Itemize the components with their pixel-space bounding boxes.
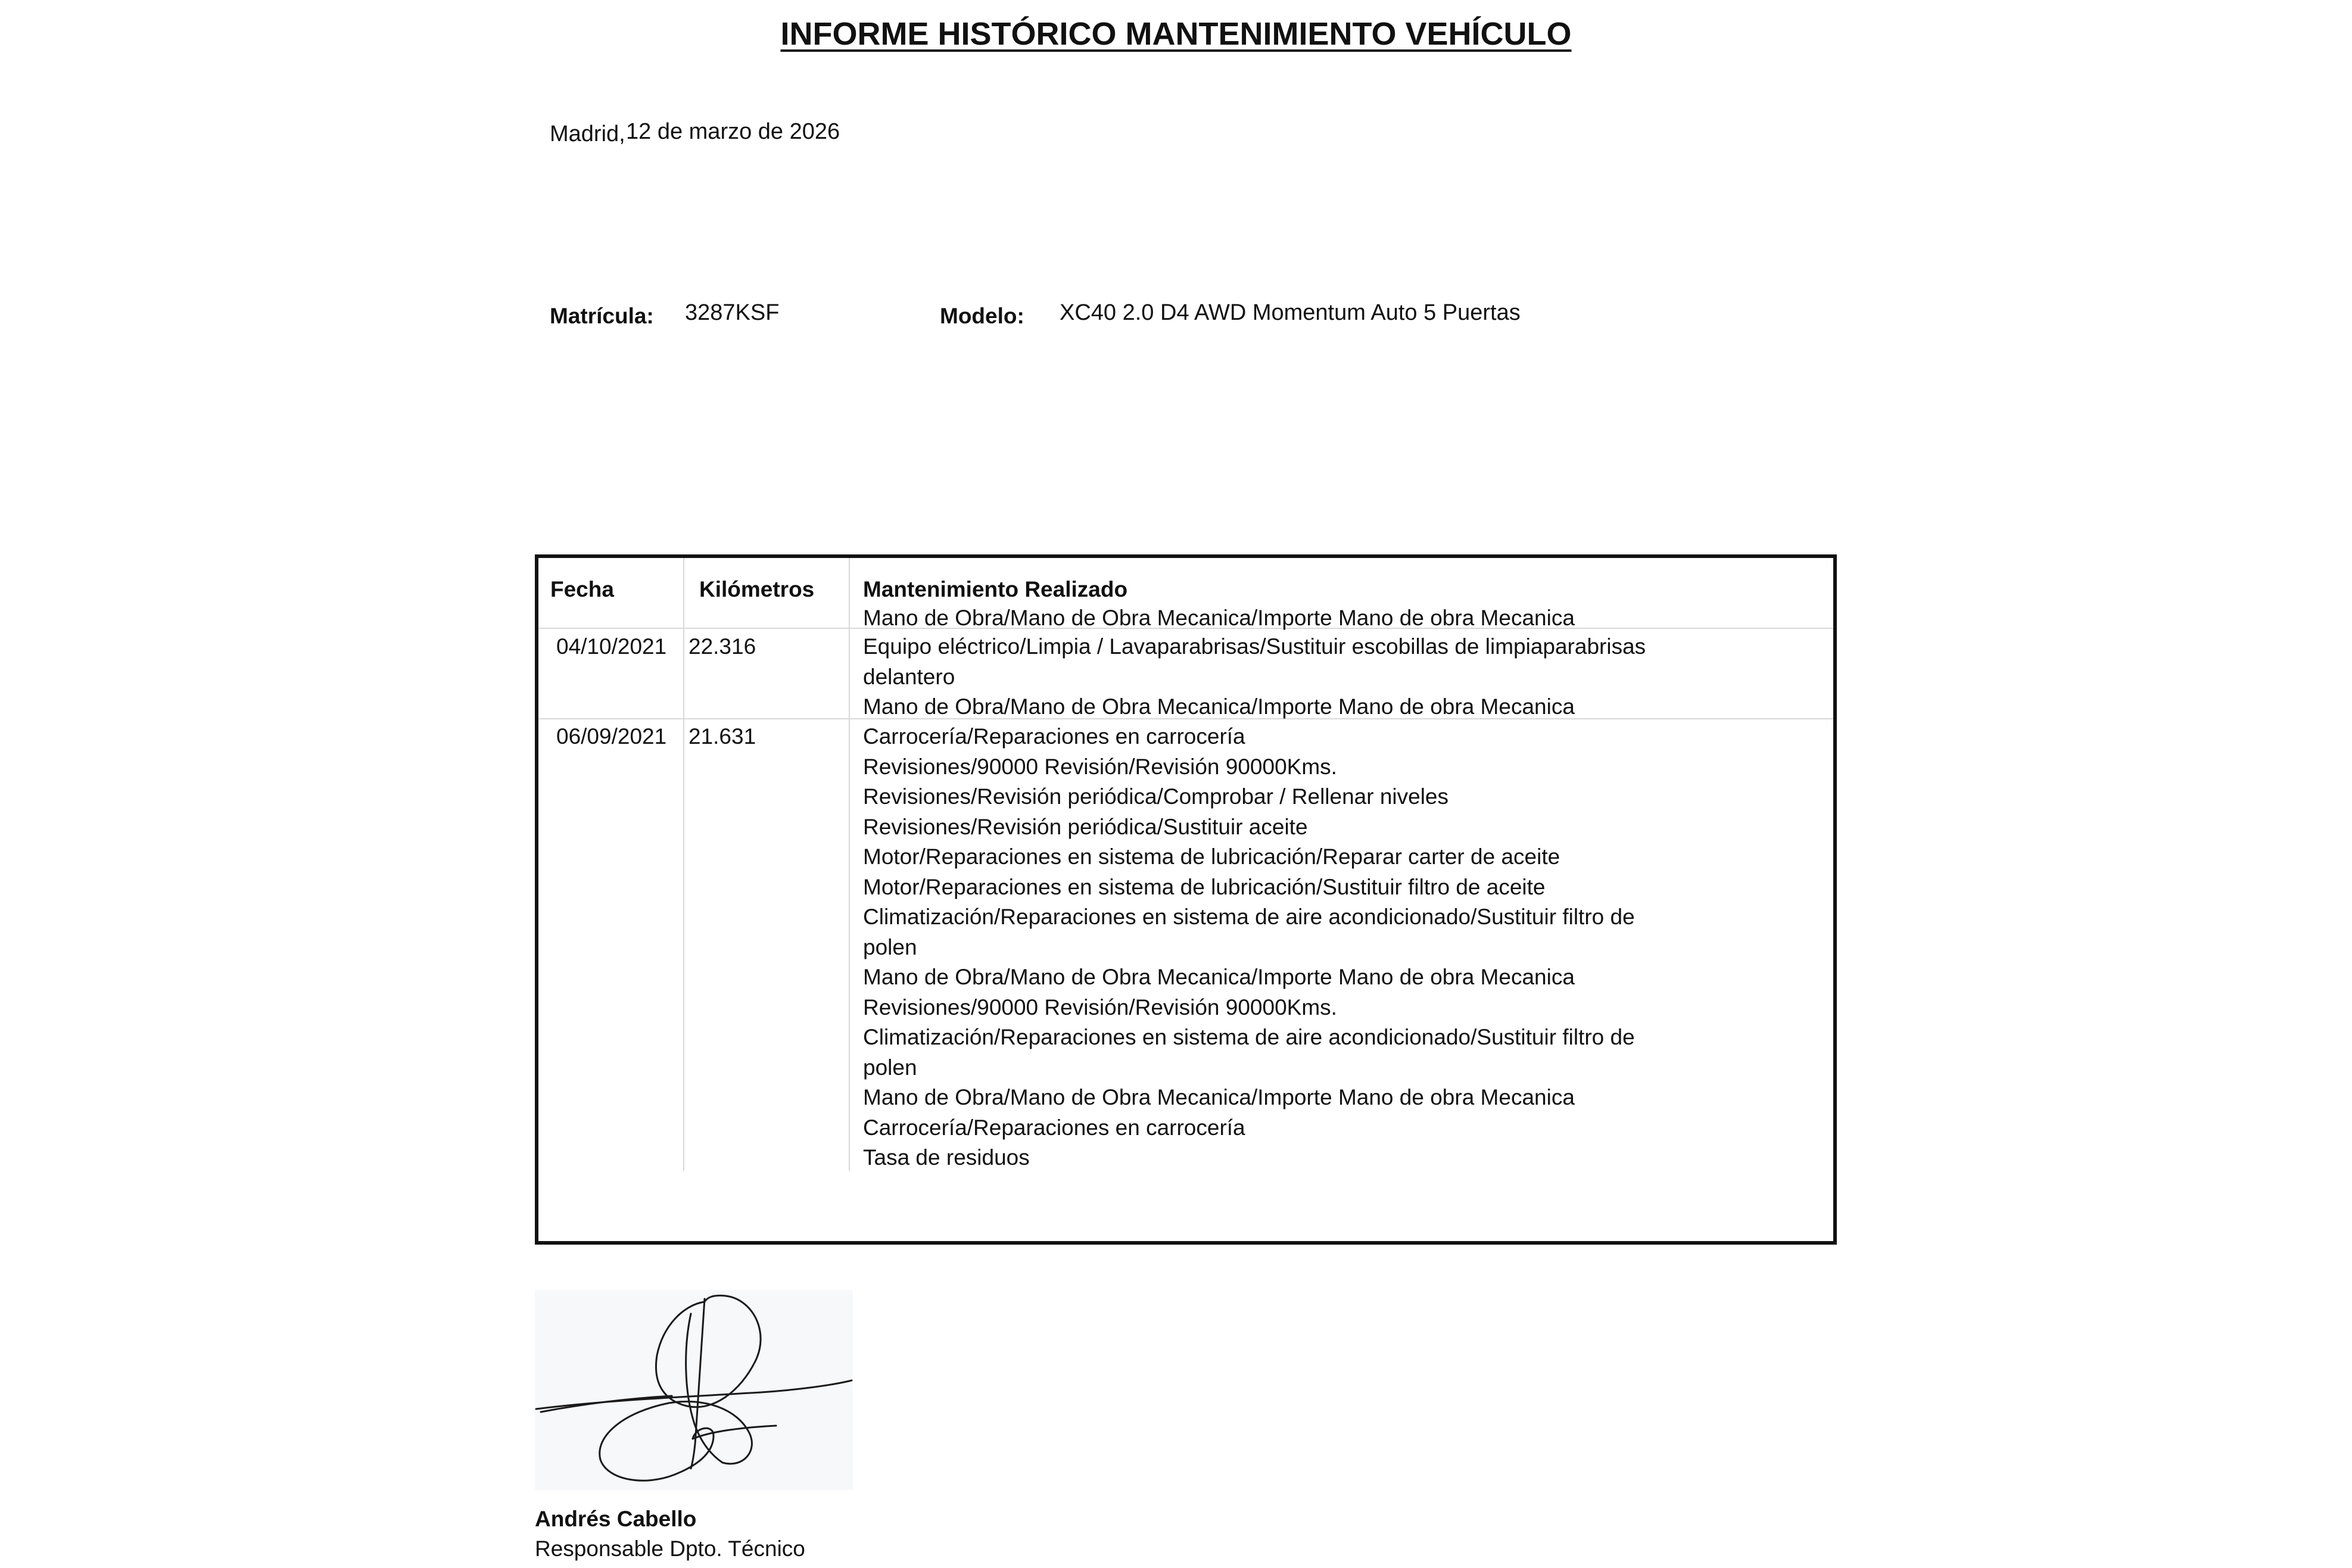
date-text: 12 de marzo de 2026 — [626, 119, 840, 144]
list-item: Equipo eléctrico/Limpia / Lavaparabrisas/Sustituir escobillas de limpiaparabrisas — [863, 634, 1646, 659]
signature-image — [535, 1290, 853, 1490]
column-divider — [683, 558, 684, 1171]
list-item: Climatización/Reparaciones en sistema de aire acondicionado/Sustituir filtro de — [863, 905, 1635, 929]
list-item: polen — [863, 1055, 917, 1080]
list-item: Carrocería/Reparaciones en carrocería — [863, 1115, 1245, 1140]
row-1-date: 04/10/2021 — [556, 634, 667, 659]
list-item: Mano de Obra/Mano de Obra Mecanica/Importe Mano de obra Mecanica — [863, 694, 1575, 719]
list-item: Carrocería/Reparaciones en carrocería — [863, 724, 1245, 749]
list-item: Revisiones/Revisión periódica/Sustituir aceite — [863, 814, 1308, 839]
signer-name: Andrés Cabello — [535, 1507, 697, 1531]
signature-drawing — [535, 1290, 853, 1490]
plate-label: Matrícula: — [550, 304, 654, 328]
list-item: polen — [863, 934, 917, 959]
list-item: delantero — [863, 664, 955, 689]
place-text: Madrid, — [550, 121, 625, 146]
header-date: Fecha — [550, 577, 614, 601]
document-title: INFORME HISTÓRICO MANTENIMIENTO VEHÍCULO — [780, 16, 1572, 52]
maintenance-table — [535, 554, 1837, 1245]
list-item: Climatización/Reparaciones en sistema de aire acondicionado/Sustituir filtro de — [863, 1025, 1635, 1049]
plate-value: 3287KSF — [685, 300, 780, 325]
model-value: XC40 2.0 D4 AWD Momentum Auto 5 Puertas — [1060, 300, 1521, 325]
header-work: Mantenimiento Realizado — [863, 577, 1128, 601]
header-km: Kilómetros — [699, 577, 815, 601]
list-item: Revisiones/90000 Revisión/Revisión 90000Kms. — [863, 995, 1337, 1020]
header-row-item: Mano de Obra/Mano de Obra Mecanica/Importe Mano de obra Mecanica — [863, 606, 1575, 630]
list-item: Motor/Reparaciones en sistema de lubricación/Sustituir filtro de aceite — [863, 874, 1546, 899]
model-label: Modelo: — [940, 304, 1024, 328]
list-item: Revisiones/90000 Revisión/Revisión 90000Kms. — [863, 754, 1337, 779]
list-item: Tasa de residuos — [863, 1145, 1030, 1170]
row-2-items — [863, 722, 1635, 1173]
row-2-km: 21.631 — [689, 724, 756, 749]
column-divider — [849, 558, 850, 1171]
row-1-km: 22.316 — [689, 634, 756, 659]
signer-role: Responsable Dpto. Técnico — [535, 1536, 805, 1561]
list-item: Motor/Reparaciones en sistema de lubricación/Reparar carter de aceite — [863, 844, 1560, 869]
row-1-items — [863, 632, 1646, 722]
row-2-date: 06/09/2021 — [556, 724, 667, 749]
list-item: Revisiones/Revisión periódica/Comprobar / Rellenar niveles — [863, 784, 1449, 809]
list-item: Mano de Obra/Mano de Obra Mecanica/Importe Mano de obra Mecanica — [863, 965, 1575, 989]
list-item: Mano de Obra/Mano de Obra Mecanica/Importe Mano de obra Mecanica — [863, 1085, 1575, 1109]
